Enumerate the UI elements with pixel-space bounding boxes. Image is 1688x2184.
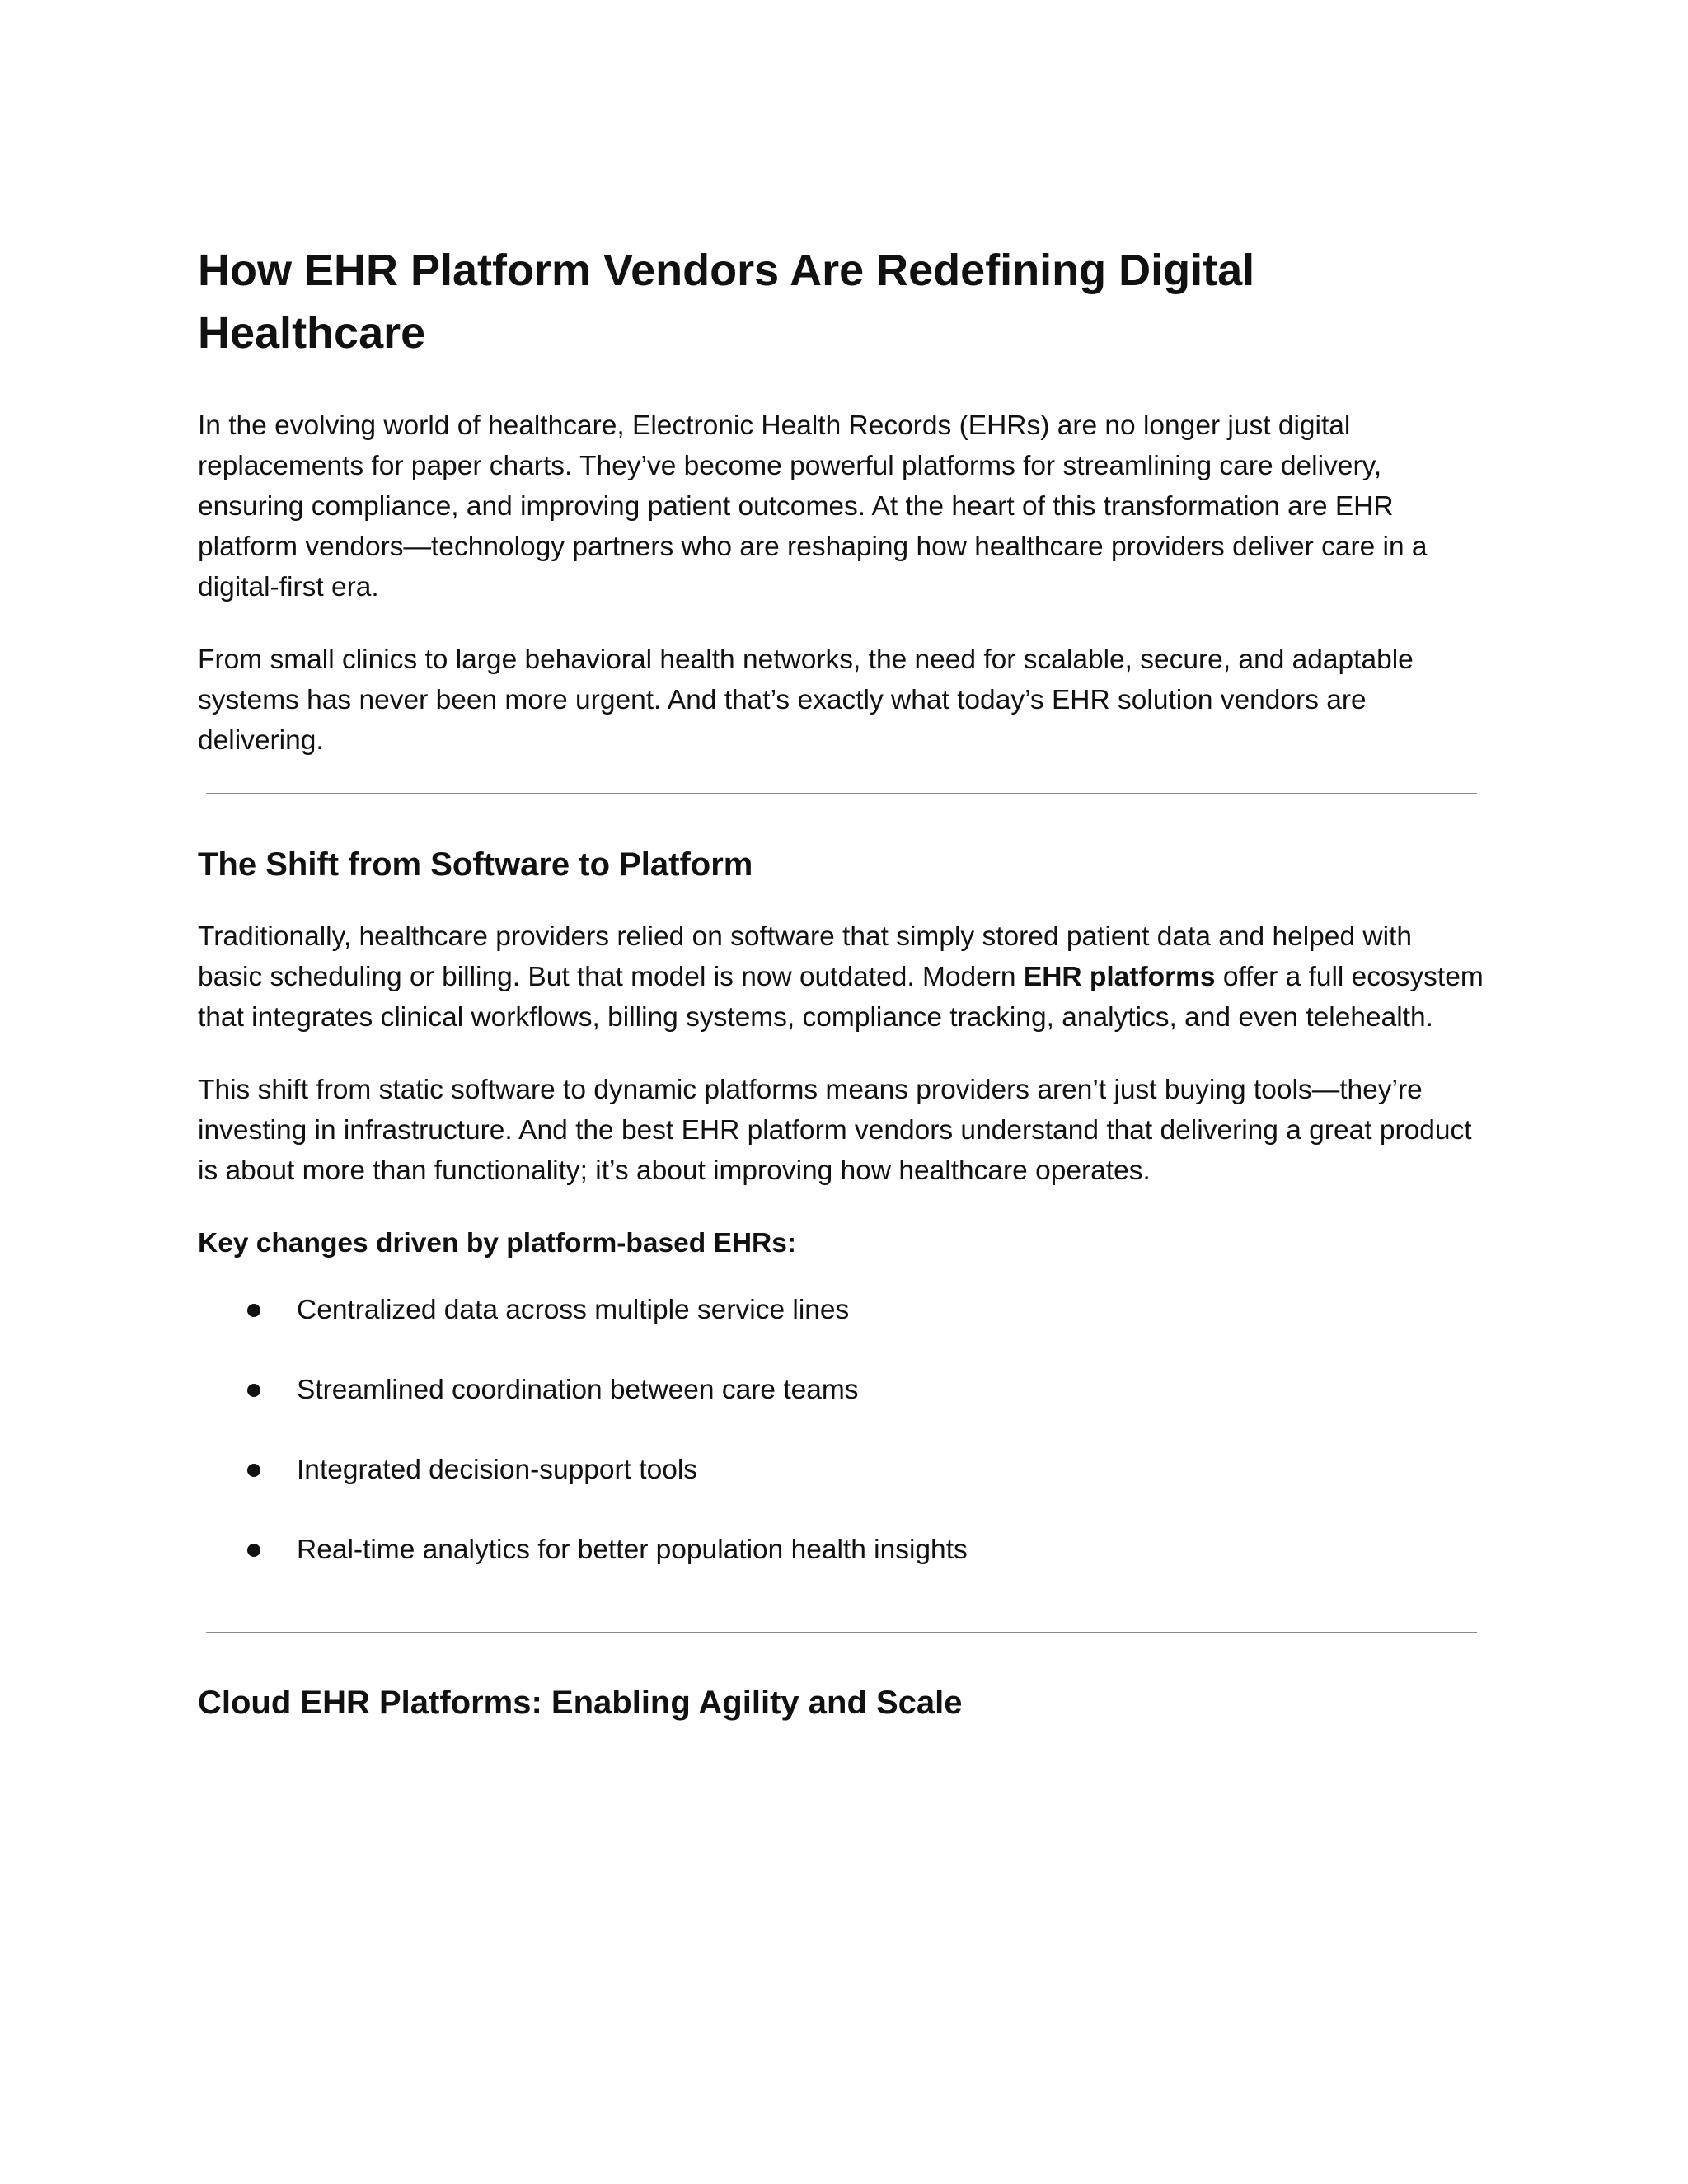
text-run: Traditionally, healthcare providers relied on software that simply stored patient data and helped with basic scheduling or billing. But that model is now outdated. Modern bbox=[198, 921, 1412, 992]
key-changes-list bbox=[198, 1290, 1484, 1570]
list-item-text: Streamlined coordination between care teams bbox=[297, 1375, 859, 1405]
bold-term-ehr-platforms: EHR platforms bbox=[1023, 962, 1216, 992]
list-item bbox=[198, 1370, 1484, 1410]
section-heading-shift: The Shift from Software to Platform bbox=[198, 846, 753, 883]
list-item-text: Centralized data across multiple service lines bbox=[297, 1295, 850, 1325]
list-item bbox=[198, 1450, 1484, 1490]
horizontal-rule bbox=[206, 1632, 1477, 1633]
intro-paragraph-1: In the evolving world of healthcare, Electronic Health Records (EHRs) are no longer just digital replacements for paper charts. They’ve become powerful platforms for streamlining care delivery, ensuring compliance, and improving patient outcomes. At the heart of this transformation are EHR platform vendors—technology partners who are reshaping how healthcare providers deliver care in a digital-first era. bbox=[198, 410, 1428, 602]
section-paragraph-traditionally bbox=[198, 916, 1484, 1038]
horizontal-rule bbox=[206, 793, 1477, 794]
list-item-text: Real-time analytics for better population health insights bbox=[297, 1535, 968, 1565]
section-heading-cloud: Cloud EHR Platforms: Enabling Agility and Scale bbox=[198, 1685, 963, 1721]
bullet-icon bbox=[247, 1544, 260, 1557]
document-page bbox=[198, 239, 1484, 1755]
bullet-icon bbox=[247, 1304, 260, 1317]
document-title: How EHR Platform Vendors Are Redefining Digital Healthcare bbox=[198, 246, 1255, 358]
bullet-icon bbox=[247, 1464, 260, 1477]
section-paragraph-shift: This shift from static software to dynamic platforms means providers aren’t just buying tools—they’re investing in infrastructure. And the best EHR platform vendors understand that delivering a great product is about more than functionality; it’s about improving how healthcare operates. bbox=[198, 1075, 1472, 1186]
key-changes-heading: Key changes driven by platform-based EHRs: bbox=[198, 1228, 797, 1258]
list-item bbox=[198, 1530, 1484, 1570]
bullet-icon bbox=[247, 1384, 260, 1397]
intro-paragraph-2: From small clinics to large behavioral health networks, the need for scalable, secure, and adaptable systems has never been more urgent. And that’s exactly what today’s EHR solution vendors are delivering. bbox=[198, 644, 1414, 756]
list-item bbox=[198, 1290, 1484, 1330]
text-run: offer a full ecosystem that integrates clinical workflows, billing systems, compliance tracking, analytics, and even telehealth. bbox=[198, 962, 1484, 1033]
list-item-text: Integrated decision-support tools bbox=[297, 1455, 698, 1485]
